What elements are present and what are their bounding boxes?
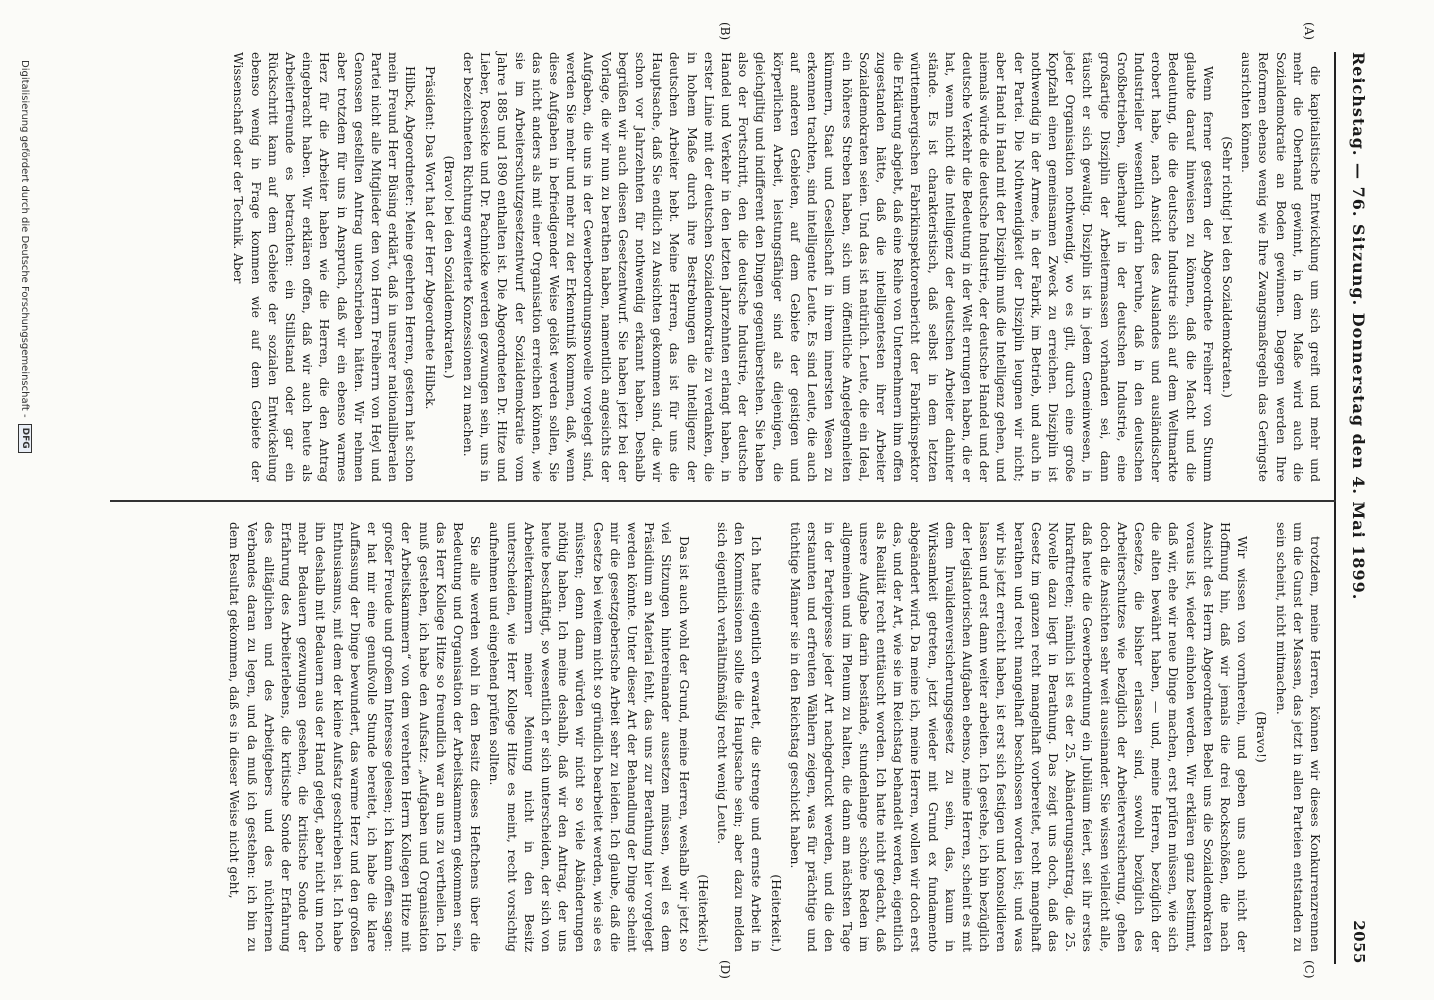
paragraph: die kapitalistische Entwicklung um sich greift und mehr und mehr die Oberhand gewinnt, in dem Maße wird auch die Sozialdemokratie an Boden gewinnen. Dagegen werden Ihre Reformen ebenso wenig wie Ihre Zwangsmaßregeln das Geringste ausrichten können. bbox=[1239, 52, 1323, 482]
interjection: (Bravo! bei den Sozialdemokraten.) bbox=[441, 155, 457, 379]
speaker-paragraph: Hilbck, Abgeordneter: Meine geehrten Herren, gestern hat schon mein Freund Herr Büsing erklärt, daß in unserer nationalliberalen Partei nicht alle Mitglieder den von Herrn Freiherrn von Heyl und Genossen gestellten Antrag unterschrieben hätten. Wir nehmen aber trotzdem für uns in Anspruch, daß wir ein ebenso warmes Herz für die Arbeiter haben wie die Herren, die den Antrag eingebracht haben. Wir erklären offen, daß wir auch heute als Arbeiterfreunde es betrachten: ein Stillstand oder gar ein Rückschritt kann auf dem Gebiete der sozialen Entwickelung ebenso wenig in Frage kommen wie auf dem Gebiete der Wissenschaft oder der Technik. Aber bbox=[231, 52, 419, 482]
margin-marker-d: (D) bbox=[718, 960, 732, 979]
digitization-footer bbox=[18, 60, 32, 960]
margin-marker-a: (A) bbox=[1302, 22, 1316, 41]
footer-text: Digitalisierung gefördert durch die Deutsche Forschungsgemeinschaft - bbox=[19, 60, 31, 418]
paragraph: trotzdem, meine Herren, können wir dieses Konkurrenzrennen um die Gunst der Massen, das jetzt in allen Parteien entstanden zu sein scheint, nicht mitmachen. bbox=[1273, 522, 1323, 952]
interjection: (Heiterkeit.) bbox=[768, 874, 784, 952]
margin-marker-c: (C) bbox=[1302, 960, 1316, 979]
speaker-paragraph: Präsident: Das Wort hat der Herr Abgeordnete Hilbck. bbox=[422, 66, 438, 410]
margin-marker-b: (B) bbox=[718, 22, 732, 41]
interjection: (Bravo!) bbox=[1254, 711, 1270, 763]
left-column bbox=[228, 52, 1324, 482]
paragraph: Wenn ferner gestern der Abgeordnete Freiherr von Stumm glaubte darauf hinweisen zu können, daß die Macht und die Bedeutung, die die deutsche Industrie sich auf dem Weltmarkte erobert habe, nach Ansicht des Auslandes und ausländischer Industrieller wesentlich darin beruhe, daß in den deutschen Großbetrieben, überhaupt in der deutschen Industrie, eine großartige Disziplin der Arbeitermassen vorhanden sei, dann täuscht er sich gewaltig. Disziplin ist in jedem Gemeinwesen, in jeder Organisation nothwendig, wo es gilt, durch eine große Kopfzahl einen gemeinsamen Zweck zu erreichen. Disziplin ist nothwendig in der Armee, in der Fabrik, im Betrieb, und auch in der Partei. Die Nothwendigkeit der Disziplin leugnen wir nicht; aber Hand in Hand mit der Disziplin muß die Intelligenz gehen, und niemals würde die deutsche Industrie, der deutsche Handel und der deutsche Verkehr die Bedeutung in der Welt errungen haben, die er hat, wenn nicht die Intelligenz der deutschen Arbeiter dahinter stände. Es ist charakteristisch, daß selbst in dem letzten württembergischen Fabrikinspektorenbericht der Fabrikinspektor die Erklärung abgiebt, daß eine Reihe von Unternehmern ihm offen zugestanden hätte, daß die intelligentesten ihrer Arbeiter Sozialdemokraten seien. Und das ist natürlich. Leute, die ein Ideal, ein höheres Streben haben, sich um öffentliche Angelegenheiten kümmern, Staat und Gesellschaft in ihrem innersten Wesen zu erkennen trachten, sind intelligente Leute. Es sind Leute, die auch auf anderen Gebieten, auf dem Gebiete der geistigen und körperlichen Arbeit, leistungsfähiger sind als diejenigen, die gleichgiltig und indifferent den Dingen gegenüberstehen. Sie haben also der Fortschritt, den die deutsche Industrie, der deutsche Handel und Verkehr in den letzten Jahrzehnten erlangt haben, in erster Linie mit der deutschen Sozialdemokratie zu verdanken, die in hohem Maße durch ihre Bestrebungen die Intelligenz der deutschen Arbeiter hebt. Meine Herren, das ist für uns die Hauptsache, daß Sie endlich zu Ansichten gekommen sind, die wir schon vor Jahrzehnten für nothwendig erkannt haben. Deshalb begrüßen wir auch diesen Gesetzentwurf. Sie haben jetzt bei der Vorlage, die wir nun zu berathen haben, namentlich angesichts der Aufgaben, die uns in der Gewerbeordnungsnovelle vorgelegt sind, werden Sie mehr und mehr zu der Erkenntniß kommen, daß, wenn diese Aufgaben in befriedigender Weise gelöst werden sollen, Sie das nicht anders als mit einer Organisation erreichen können, wie sie im Arbeiterschutzgesetzentwurf der Sozialdemokratie vom Jahre 1885 und 1890 enthalten ist. Die Abgeordneten Dr. Hitze und Lieber, Roesicke und Dr. Pachnicke werden gezwungen sein, uns in der bezeichneten Richtung erweiterte Konzessionen zu machen. bbox=[461, 52, 1216, 482]
interjection: (Sehr richtig! bei den Sozialdemokraten.) bbox=[1219, 136, 1235, 398]
header-rule bbox=[1334, 52, 1336, 964]
paragraph: Sie alle werden wohl in den Besitz dieses Heftchens über die Bedeutung und Organisation der Arbeitskammern gekommen sein, das Herr Kollege Hitze so freundlich war an uns zu vertheilen. Ich muß gestehen, ich habe den Aufsatz: „Aufgaben und Organisation der Arbeitskammern“ von dem verehrten Herrn Kollegen Hitze mit großer Freude und großem Interesse gelesen; ich kann offen sagen: er hat mir eine genußvolle Stunde bereitet, ich habe die klare Auffassung der Dinge bewundert, das warme Herz und den großen Enthusiasmus, mit dem der kleine Aufsatz geschrieben ist. Ich habe ihn deshalb mit Bedauern aus der Hand gelegt, aber nicht um noch mehr Bedauern gezwungen gesehen, die kritische Sonde der Erfahrung des Arbeiterlebens, die kritische Sonde der Erfahrung des alltäglichen und des Arbeitgebers und des nüchternen Verbandes daran zu legen, und da muß ich gestehen: ich bin zu dem Resultat gekommen, daß es in dieser Weise nicht geht, bbox=[227, 522, 484, 952]
column-divider bbox=[110, 500, 1336, 502]
paragraph: Das ist auch wohl der Grund, meine Herren, weshalb wir jetzt so viel Sitzungen hintereinander aussetzen müssen, weil es dem Präsidium an Material fehlt, das uns zur Berathung hier vorgelegt werden könnte. Unter dieser Art der Behandlung der Dinge scheint mir die gesetzgeberische Arbeit sehr zu leiden. Ich glaube, daß die Gesetze bei weitem nicht so gründlich bearbeitet werden, wie sie es müssten; denn dann würden wir nicht so viele Abänderungen nöthig haben. Ich meine deshalb, daß wir den Antrag, der uns heute beschäftigt, so wesentlich er sich unterscheiden, der sich von Arbeiterkammern meiner Meinung nicht in den Besitz unterscheiden, wie Herr Kollege Hitze es meint, recht vorsichtig aufnehmen und eingehend prüfen sollten. bbox=[487, 522, 692, 952]
page-number: 2055 bbox=[1350, 920, 1368, 964]
page-header bbox=[1342, 52, 1376, 964]
right-column bbox=[224, 522, 1324, 952]
paragraph: Wir wissen von vornherein, und geben uns auch nicht der Hoffnung hin, daß wir jemals die drei Rockschößen, die nach Ansicht des Herrn Abgeordneten Bebel uns die Sozialdemokraten voraus ist, wieder einholen werden. Wir erklären ganz bestimmt, daß wir, ehe wir neue Dinge machen, erst prüfen müssen, wie sich die alten bewährt haben, — und, meine Herren, bezüglich der Gesetze, die bisher erlassen sind, sowohl bezüglich des Arbeiterschutzes wie bezüglich der Arbeiterversicherung, gehen doch die Ansichten sehr weit auseinander. Sie wissen vielleicht alle, daß heute die Gewerbeordnung ein Jubiläum feiert, seit ihr erstes Inkrafttreten; nämlich ist es der 25. Abänderungsantrag, die 25. Novelle dazu liegt in Berathung. Das zeigt uns doch, daß das Gesetz im ganzen recht mangelhaft vorbereitet, recht mangelhaft berathen und recht mangelhaft beschlossen worden ist; und was wir bis jetzt erreicht haben, ist erst sich festigen und konsolidieren lassen und erst dann weiter arbeiten. Ich gestehe, ich bin bezüglich der legislatorischen Aufgaben ebenso, meine Herren, scheint es mit dem Invalidenversicherungsgesetz zu sein, das, kaum in Wirksamkeit getreten, jetzt wieder mit Grund ex fundamento abgeändert wird. Da meine ich, meine Herren, wollen wir doch erst das, und der Art, wie sie im Reichstag behandelt werden, eigentlich als Realität recht enttäuscht worden. Ich hatte nicht gedacht, daß unsere Aufgabe darin bestände, stundenlange schöne Reden im allgemeinen und im Plenum zu halten, die dann am nächsten Tage in der Parteipresse jeder Art nachgedruckt werden, und die den erstaunten und erfreuten Wählern zeigen, was für prächtige und tüchtige Männer sie in den Reichstag geschickt haben. bbox=[787, 522, 1251, 952]
session-title: Reichstag. — 76. Sitzung. Donnerstag den 4. Mai 1899. bbox=[1349, 52, 1369, 601]
paragraph: Ich hatte eigentlich erwartet, die strenge und ernste Arbeit in den Kommissionen sollte die Hauptsache sein; aber dazu melden sich eigentlich verhältnißmäßig recht wenig Leute. bbox=[715, 522, 765, 952]
interjection: (Heiterkeit.) bbox=[695, 874, 711, 952]
dfg-logo: DFG bbox=[18, 424, 32, 453]
